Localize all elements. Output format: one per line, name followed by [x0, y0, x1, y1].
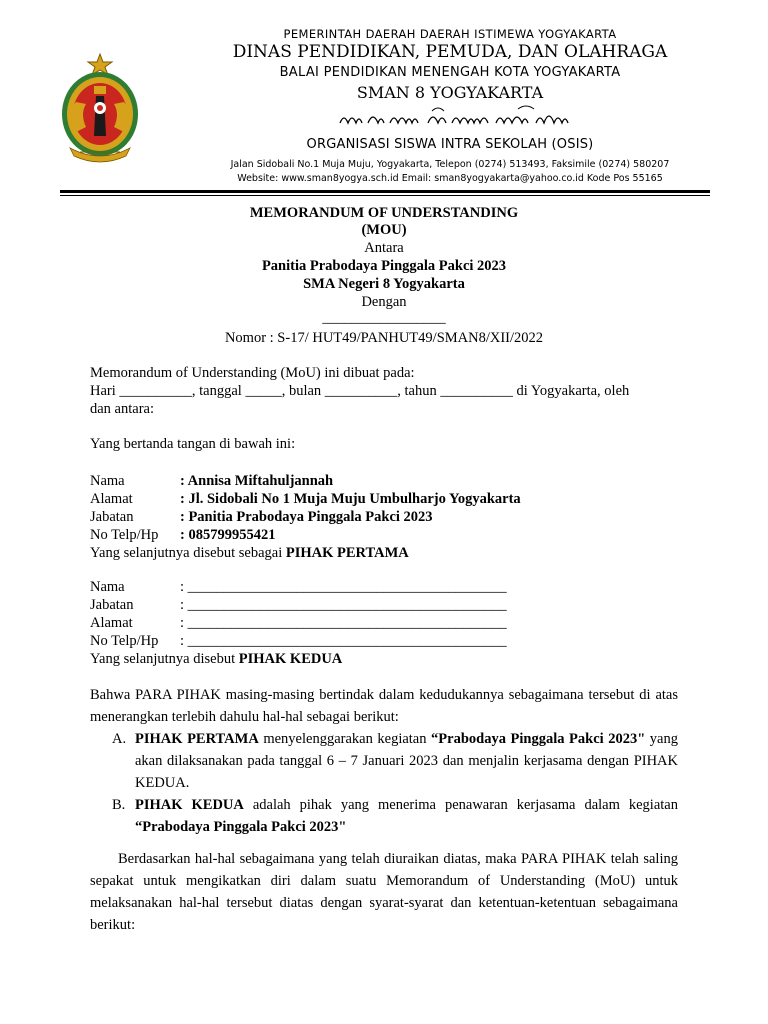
party2-field-telp[interactable]: : ____________________________________________ [180, 633, 507, 649]
letterhead-contact: Website: www.sman8yogya.sch.id Email: sman8yogyakarta@yahoo.co.id Kode Pos 55165 [237, 173, 663, 184]
letterhead-department: DINAS PENDIDIKAN, PEMUDA, DAN OLAHRAGA [232, 42, 668, 62]
list-item-b [90, 794, 678, 838]
body-paragraph-2: Berdasarkan hal-hal sebagaimana yang telah diuraikan diatas, maka PARA PIHAK telah saling sepakat untuk mengikatkan diri dalam suatu Memorandum of Understanding (MoU) untuk melaksanakan hal-hal tersebut diatas dengan syarat-syarat dan ketentuan-ketentuan sebagaimana berikut: [90, 851, 678, 933]
list-marker-b: B. [112, 797, 126, 813]
party2-label-alamat: Alamat [90, 615, 133, 631]
letterhead-balai: BALAI PENDIDIKAN MENENGAH KOTA YOGYAKARTA [279, 65, 621, 80]
party1-closing: Yang selanjutnya disebut sebagai PIHAK PERTAMA [90, 545, 409, 561]
intro-line3: dan antara: [90, 401, 155, 417]
mou-party1-school: SMA Negeri 8 Yogyakarta [303, 276, 465, 292]
list-marker-a: A. [112, 731, 127, 747]
party1-label-telp: No Telp/Hp [90, 527, 159, 543]
intro-signatory: Yang bertanda tangan di bawah ini: [90, 436, 296, 452]
letterhead-school: SMAN 8 YOGYAKARTA [356, 83, 544, 102]
diy-emblem-logo [56, 52, 144, 167]
party1-label-alamat: Alamat [90, 491, 133, 507]
party1-value-telp: : 085799955421 [180, 527, 276, 543]
mou-abbrev: (MOU) [361, 222, 407, 238]
party2-label-jabatan: Jabatan [90, 597, 134, 613]
letterhead-government: PEMERINTAH DAERAH DAERAH ISTIMEWA YOGYAKARTA [283, 27, 617, 41]
party1-value-jabatan: : Panitia Prabodaya Pinggala Pakci 2023 [180, 509, 433, 525]
party2-closing: Yang selanjutnya disebut PIHAK KEDUA [90, 651, 343, 667]
party2-field-alamat[interactable]: : ____________________________________________ [180, 615, 507, 631]
list-text-b: PIHAK KEDUA adalah pihak yang menerima penawaran kerjasama dalam kegiatan “Prabodaya Pinggala Pakci 2023" [135, 797, 678, 835]
body-paragraph-1: Bahwa PARA PIHAK masing-masing bertindak dalam kedudukannya sebagaimana tersebut di atas menerangkan terlebih dahulu hal-hal sebagai berikut: [90, 687, 678, 725]
mou-between: Antara [364, 240, 404, 256]
mou-title: MEMORANDUM OF UNDERSTANDING [249, 205, 519, 221]
mou-party1-name: Panitia Prabodaya Pinggala Pakci 2023 [261, 258, 507, 274]
letterhead-divider-thick [60, 190, 710, 193]
agreement-list [90, 728, 678, 838]
javanese-script-line [200, 103, 700, 133]
intro-line1: Memorandum of Understanding (MoU) ini dibuat pada: [90, 365, 415, 381]
party2-field-jabatan[interactable]: : ____________________________________________ [180, 597, 507, 613]
party2-label-nama: Nama [90, 579, 125, 595]
letterhead-osis: ORGANISASI SISWA INTRA SEKOLAH (OSIS) [306, 137, 594, 152]
mou-with: Dengan [361, 294, 407, 310]
letterhead-address: Jalan Sidobali No.1 Muja Muju, Yogyakarta, Telepon (0274) 513493, Faksimile (0274) 580207 [230, 159, 670, 170]
letterhead-divider-thin [60, 195, 710, 196]
party1-value-nama: : Annisa Miftahuljannah [180, 473, 334, 489]
list-item-a [90, 728, 678, 794]
mou-party2-blank: _________________ [322, 310, 446, 326]
mou-number: Nomor : S-17/ HUT49/PANHUT49/SMAN8/XII/2022 [224, 330, 544, 346]
party1-value-alamat: : Jl. Sidobali No 1 Muja Muju Umbulharjo Yogyakarta [180, 491, 521, 507]
party1-label-nama: Nama [90, 473, 125, 489]
party2-field-nama[interactable]: : ____________________________________________ [180, 579, 507, 595]
party1-label-jabatan: Jabatan [90, 509, 134, 525]
party2-label-telp: No Telp/Hp [90, 633, 159, 649]
list-text-a: PIHAK PERTAMA menyelenggarakan kegiatan “Prabodaya Pinggala Pakci 2023" yang akan dilaksanakan pada tanggal 6 – 7 Januari 2023 dan menjalin kerjasama dengan PIHAK KEDUA. [135, 731, 678, 791]
intro-line2: Hari __________, tanggal _____, bulan __________, tahun __________ di Yogyakarta, oleh [90, 383, 630, 399]
